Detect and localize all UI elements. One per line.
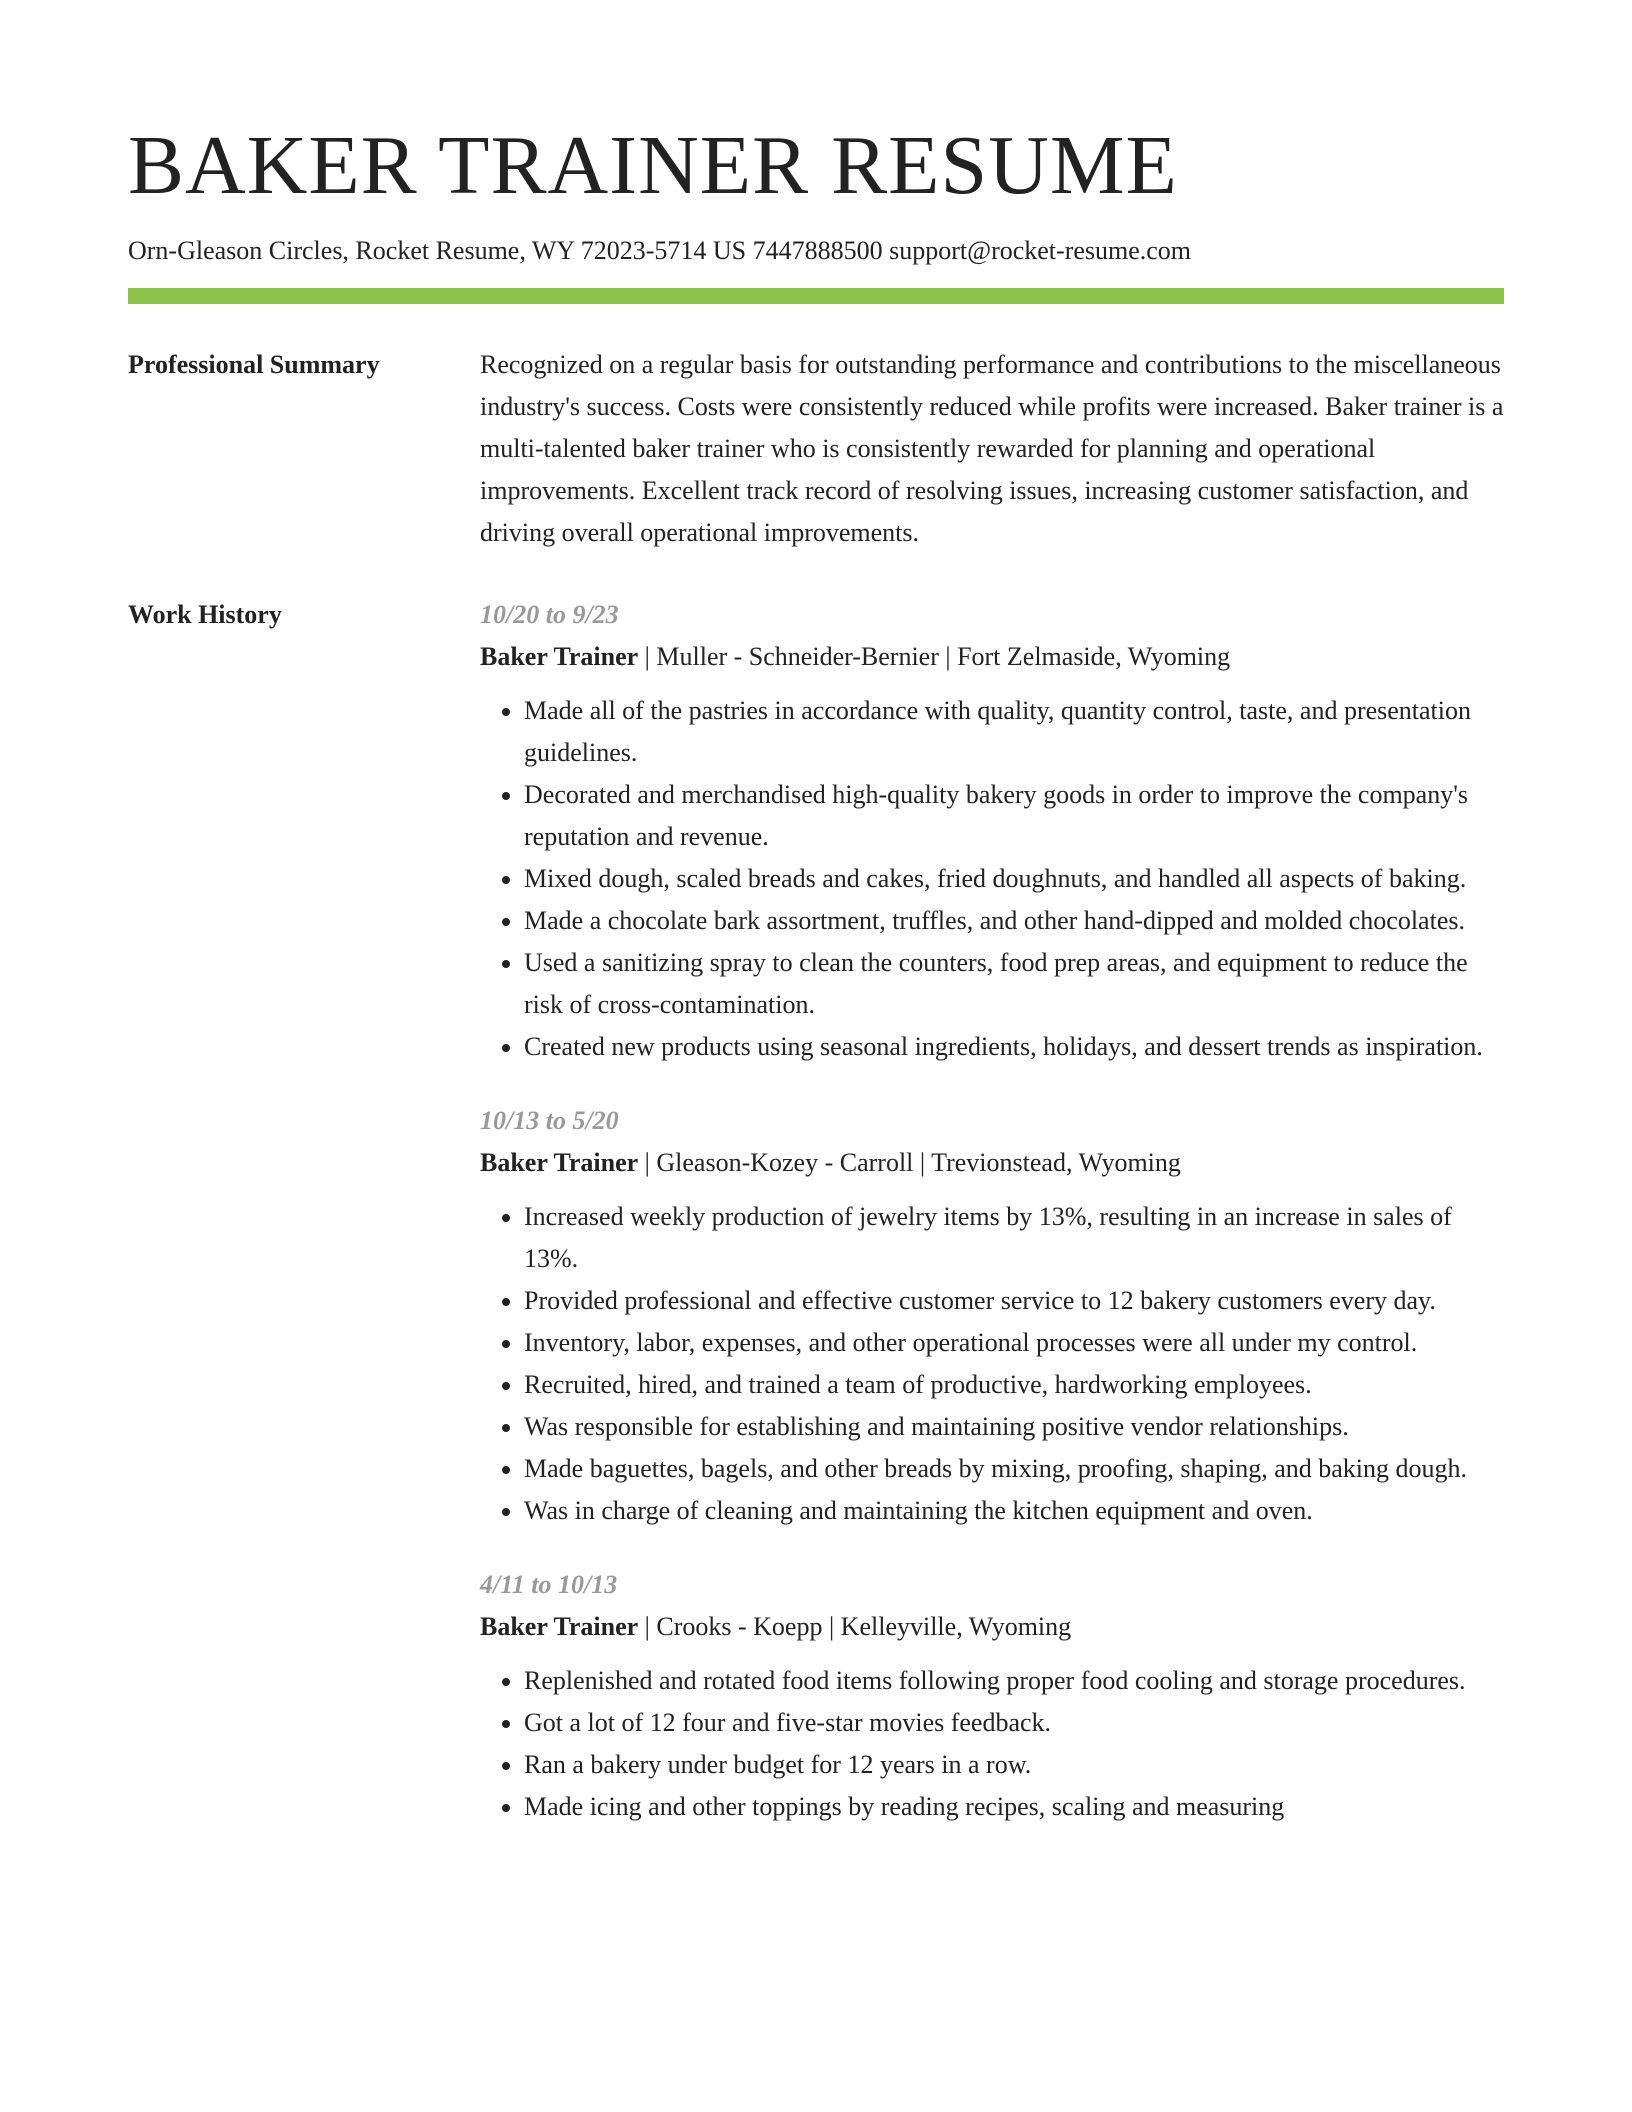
job-entry bbox=[480, 1564, 1504, 1828]
job-heading bbox=[480, 1142, 1504, 1184]
job-bullet: • Inventory, labor, expenses, and other operational processes were all under my control. bbox=[524, 1322, 1504, 1364]
job-bullet: • Mixed dough, scaled breads and cakes, fried doughnuts, and handled all aspects of baking. bbox=[524, 858, 1504, 900]
job-bullet: • Used a sanitizing spray to clean the counters, food prep areas, and equipment to reduce the risk of cross-contamination. bbox=[524, 942, 1504, 1026]
job-dates: 10/13 to 5/20 bbox=[480, 1106, 619, 1136]
job-bullet: • Ran a bakery under budget for 12 years in a row. bbox=[524, 1744, 1504, 1786]
job-bullet: • Made all of the pastries in accordance with quality, quantity control, taste, and presentation guidelines. bbox=[524, 690, 1504, 774]
job-title: Baker Trainer bbox=[480, 1148, 639, 1178]
job-details: | Gleason-Kozey - Carroll | Trevionstead, Wyoming bbox=[638, 1148, 1181, 1178]
job-bullet: • Made a chocolate bark assortment, truffles, and other hand-dipped and molded chocolates. bbox=[524, 900, 1504, 942]
header-divider bbox=[128, 288, 1504, 304]
job-details: | Muller - Schneider-Bernier | Fort Zelmaside, Wyoming bbox=[638, 642, 1231, 672]
job-entry bbox=[480, 594, 1504, 1068]
job-bullets bbox=[480, 1196, 1504, 1532]
job-bullet: • Increased weekly production of jewelry items by 13%, resulting in an increase in sales of 13%. bbox=[524, 1196, 1504, 1280]
job-details: | Crooks - Koepp | Kelleyville, Wyoming bbox=[638, 1612, 1072, 1642]
professional-summary-section bbox=[128, 344, 1504, 554]
job-heading bbox=[480, 636, 1504, 678]
job-bullet: • Was responsible for establishing and maintaining positive vendor relationships. bbox=[524, 1406, 1504, 1448]
job-bullet: • Decorated and merchandised high-quality bakery goods in order to improve the company's reputation and revenue. bbox=[524, 774, 1504, 858]
job-entry bbox=[480, 1100, 1504, 1532]
job-bullet: • Recruited, hired, and trained a team of productive, hardworking employees. bbox=[524, 1364, 1504, 1406]
work-history-body bbox=[480, 594, 1504, 1860]
job-dates: 10/20 to 9/23 bbox=[480, 600, 619, 630]
job-dates: 4/11 to 10/13 bbox=[480, 1570, 618, 1600]
job-bullet: • Provided professional and effective customer service to 12 bakery customers every day. bbox=[524, 1280, 1504, 1322]
email: support@rocket-resume.com bbox=[889, 236, 1192, 266]
job-title: Baker Trainer bbox=[480, 1612, 639, 1642]
phone: 7447888500 bbox=[752, 236, 883, 266]
job-heading bbox=[480, 1606, 1504, 1648]
job-bullet: • Made icing and other toppings by reading recipes, scaling and measuring bbox=[524, 1786, 1504, 1828]
job-bullets bbox=[480, 1660, 1504, 1828]
job-bullet: • Made baguettes, bagels, and other breads by mixing, proofing, shaping, and baking dough. bbox=[524, 1448, 1504, 1490]
job-bullet: • Got a lot of 12 four and five-star movies feedback. bbox=[524, 1702, 1504, 1744]
summary-body bbox=[480, 344, 1504, 554]
section-label-work-history: Work History bbox=[128, 600, 282, 630]
job-title: Baker Trainer bbox=[480, 642, 639, 672]
section-label-summary: Professional Summary bbox=[128, 350, 380, 380]
address: Orn-Gleason Circles, Rocket Resume, WY 72023-5714 US bbox=[128, 236, 747, 266]
work-history-section bbox=[128, 594, 1504, 1860]
job-bullet: • Created new products using seasonal ingredients, holidays, and dessert trends as inspiration. bbox=[524, 1026, 1504, 1068]
job-bullet: • Was in charge of cleaning and maintaining the kitchen equipment and oven. bbox=[524, 1490, 1504, 1532]
resume-page bbox=[128, 120, 1504, 1860]
job-bullets bbox=[480, 690, 1504, 1068]
summary-text: Recognized on a regular basis for outstanding performance and contributions to the miscellaneous industry's success. Costs were consistently reduced while profits were increased. Baker trainer is a multi-talented baker trainer who is consistently rewarded for planning and operational improvements. Excellent track record of resolving issues, increasing customer satisfaction, and driving overall operational improvements. bbox=[480, 350, 1504, 548]
resume-title: BAKER TRAINER RESUME bbox=[128, 119, 1178, 212]
job-bullet: • Replenished and rotated food items following proper food cooling and storage procedures. bbox=[524, 1660, 1504, 1702]
contact-line bbox=[128, 234, 1504, 268]
